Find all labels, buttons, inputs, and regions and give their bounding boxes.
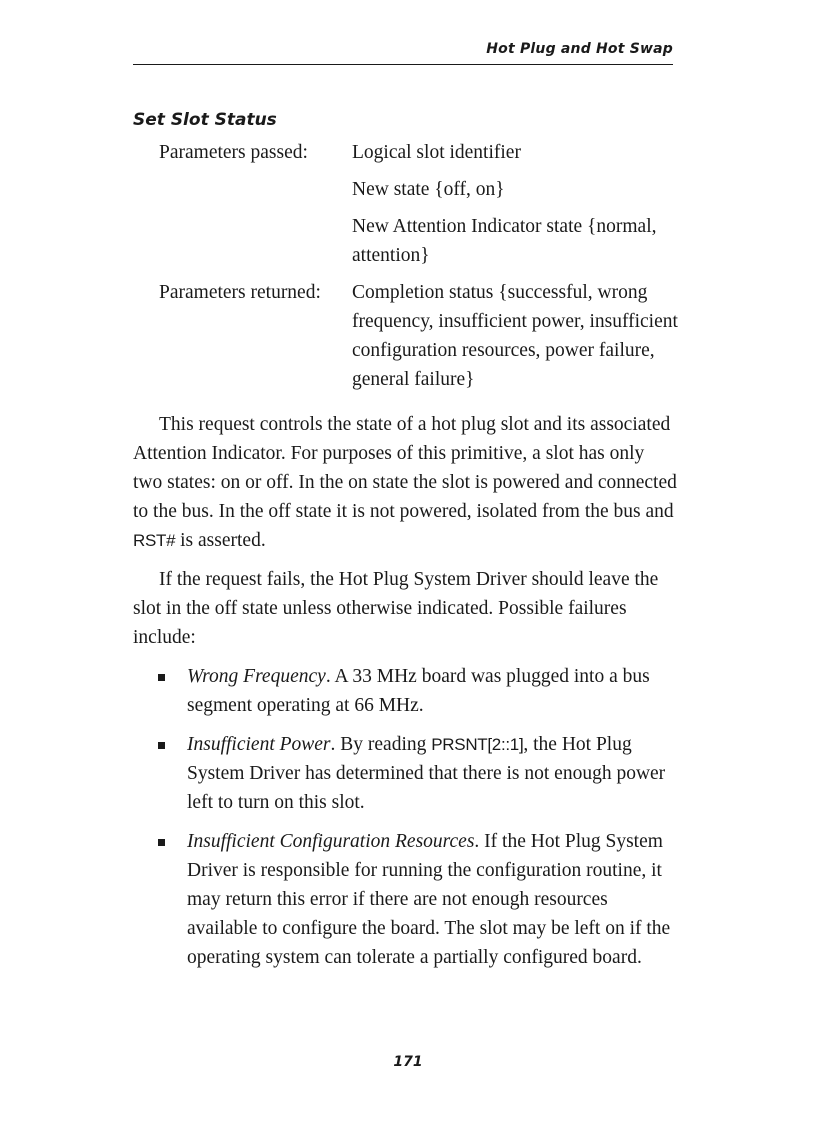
failure-description: . A 33 MHz board was plugged into a bus segment operating at 66 MHz. — [187, 666, 650, 716]
failure-term: Wrong Frequency — [187, 666, 326, 687]
failure-term: Insufficient Power — [187, 734, 331, 755]
prsnt-signal: PRSNT[2::1] — [431, 735, 524, 754]
param-value: Completion status {successful, wrong frequency, insufficient power, insufficient configuration resources, power failure, general failure} — [352, 282, 678, 390]
failure-description: . If the Hot Plug System Driver is responsible for running the configuration routine, it may return this error if there are not enough resources available to configure the board. The slot may be left on if the operating system can tolerate a partially configured board. — [187, 831, 671, 968]
param-value: New state {off, on} — [352, 179, 505, 200]
parameters-table — [159, 138, 679, 402]
paragraph-text: is asserted. — [175, 530, 266, 551]
parameters-returned-label: Parameters returned: — [159, 282, 321, 303]
paragraph-slot-states — [133, 410, 678, 555]
body-text — [133, 410, 678, 982]
square-bullet-icon — [158, 742, 165, 749]
list-item — [133, 662, 678, 720]
running-header-title: Hot Plug and Hot Swap — [486, 41, 673, 57]
rst-signal: RST# — [133, 531, 176, 550]
parameters-returned-values — [352, 278, 679, 394]
parameters-passed-values — [352, 138, 679, 270]
page-number: 171 — [393, 1054, 423, 1070]
square-bullet-icon — [158, 839, 165, 846]
paragraph-text: This request controls the state of a hot plug slot and its associated Attention Indicator. For purposes of this primitive, a slot has only two states: on or off. In the on state the slot is powered and connected to the bus. In the off state it is not powered, isolated from the bus and — [133, 414, 677, 522]
section-title: Set Slot Status — [133, 110, 277, 130]
param-value: Logical slot identifier — [352, 142, 521, 163]
failure-description: . By reading — [330, 734, 432, 755]
list-item — [133, 730, 678, 817]
paragraph-failures-intro: If the request fails, the Hot Plug System Driver should leave the slot in the off state unless otherwise indicated. Possible failures include: — [133, 569, 659, 648]
parameters-passed-label: Parameters passed: — [159, 142, 308, 163]
parameters-returned-row — [159, 278, 679, 394]
list-item — [133, 827, 678, 972]
parameters-passed-row — [159, 138, 679, 270]
square-bullet-icon — [158, 674, 165, 681]
failure-term: Insufficient Configuration Resources — [187, 831, 475, 852]
running-header — [133, 38, 673, 65]
param-value: New Attention Indicator state {normal, attention} — [352, 216, 657, 266]
failure-description: , the Hot Plug System Driver has determined that there is not enough power left to turn on this slot. — [187, 734, 666, 813]
failures-list — [133, 662, 678, 972]
